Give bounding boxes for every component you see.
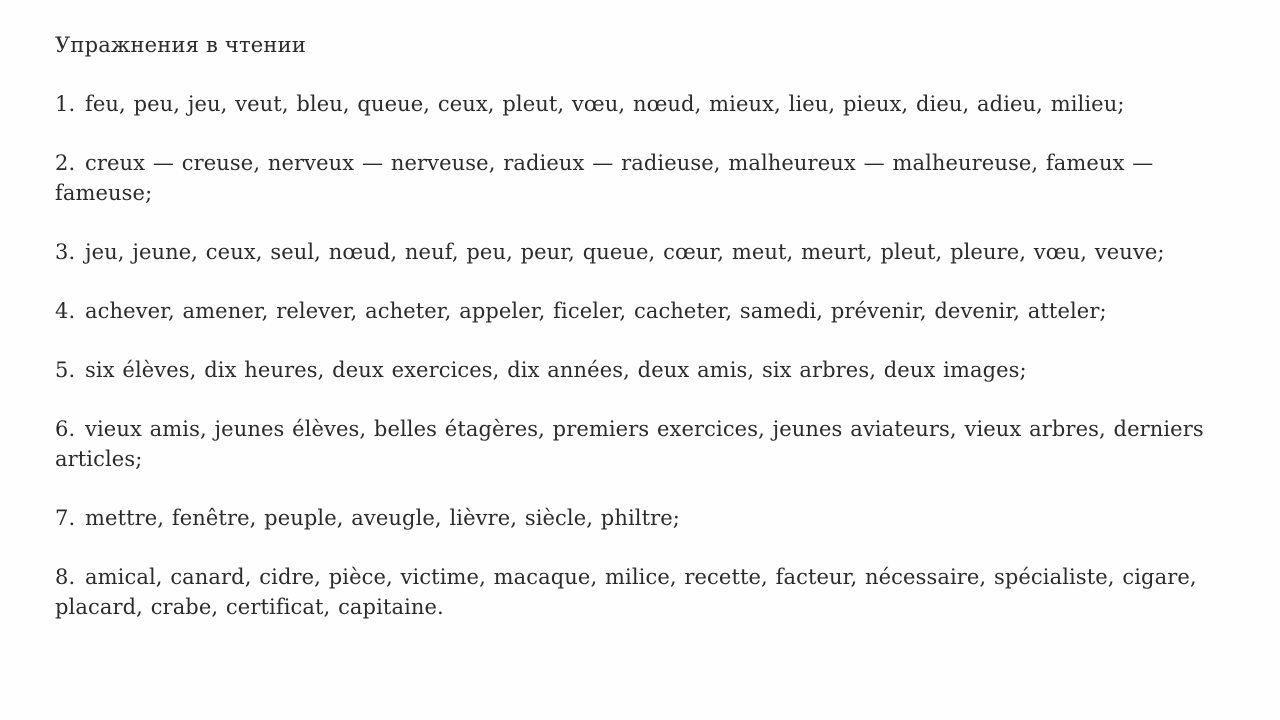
exercise-text: jeu, jeune, ceux, seul, nœud, neuf, peu, peur, queue, cœur, meut, meurt, pleut, pleure, vœu, veuve; [77, 240, 1165, 264]
exercise-number: 8. [55, 565, 76, 589]
exercise-item [55, 503, 1230, 533]
exercise-item [55, 414, 1230, 474]
exercise-text: achever, amener, relever, acheter, appeler, ficeler, cacheter, samedi, prévenir, devenir, atteler; [77, 299, 1107, 323]
exercise-text: amical, canard, cidre, pièce, victime, macaque, milice, recette, facteur, nécessaire, spécialiste, cigare, placard, crabe, certificat, capitaine. [55, 565, 1197, 619]
exercise-text: feu, peu, jeu, veut, bleu, queue, ceux, pleut, vœu, nœud, mieux, lieu, pieux, dieu, adieu, milieu; [77, 92, 1125, 116]
exercise-number: 6. [55, 417, 76, 441]
exercise-number: 1. [55, 92, 76, 116]
exercise-text: six élèves, dix heures, deux exercices, dix années, deux amis, six arbres, deux images; [77, 358, 1027, 382]
exercise-item [55, 148, 1230, 208]
page-title: Упражнения в чтении [55, 33, 307, 57]
exercise-number: 4. [55, 299, 76, 323]
exercise-text: vieux amis, jeunes élèves, belles étagères, premiers exercices, jeunes aviateurs, vieux arbres, derniers articles; [55, 417, 1204, 471]
exercise-number: 7. [55, 506, 76, 530]
exercise-item [55, 562, 1230, 622]
exercise-item [55, 355, 1230, 385]
exercise-text: creux — creuse, nerveux — nerveuse, radieux — radieuse, malheureux — malheureuse, fameux — fameuse; [55, 151, 1154, 205]
exercise-item [55, 237, 1230, 267]
exercise-item [55, 296, 1230, 326]
exercise-number: 5. [55, 358, 76, 382]
exercise-number: 3. [55, 240, 76, 264]
exercise-list [55, 89, 1230, 622]
exercise-item [55, 89, 1230, 119]
exercise-number: 2. [55, 151, 76, 175]
exercise-text: mettre, fenêtre, peuple, aveugle, lièvre, siècle, philtre; [77, 506, 680, 530]
